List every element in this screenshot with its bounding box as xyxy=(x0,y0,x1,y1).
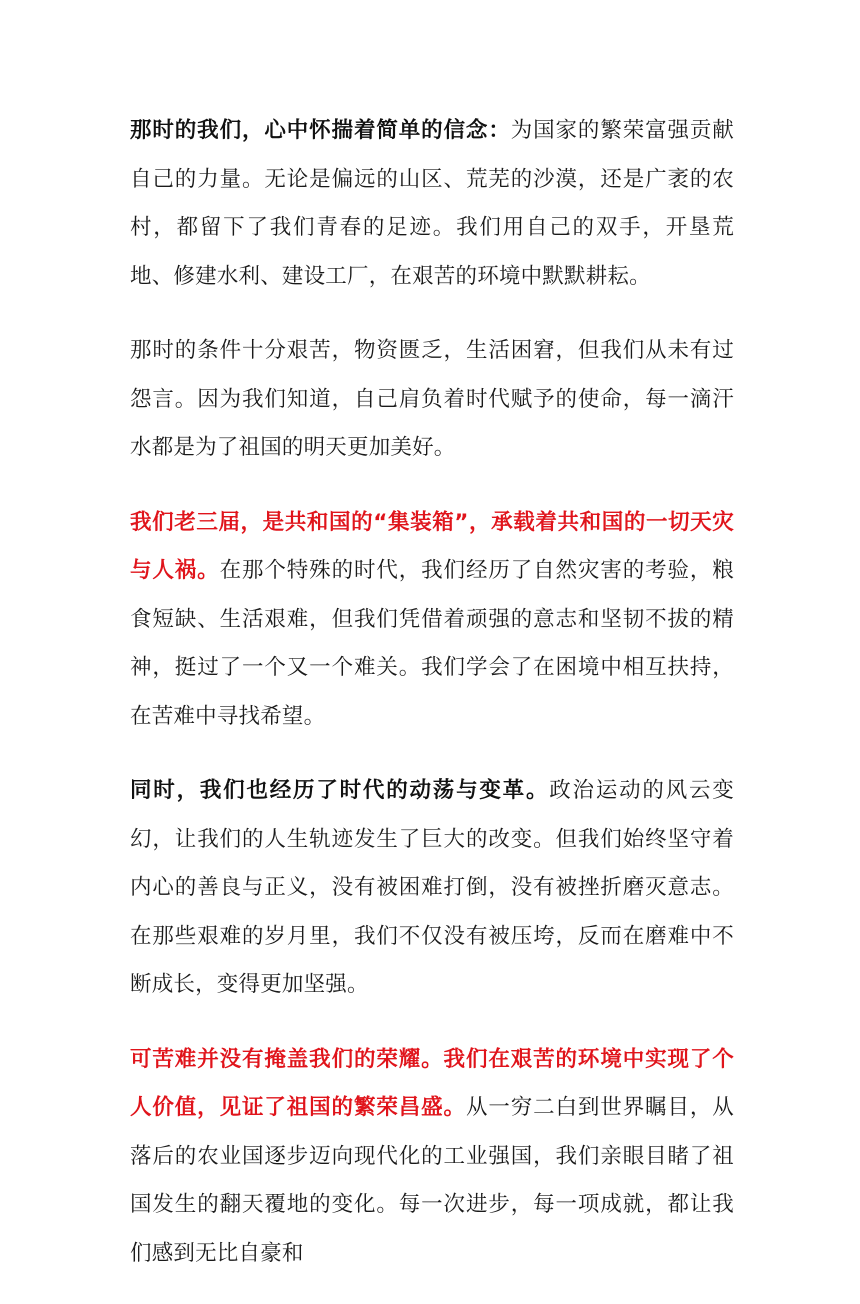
paragraph-5-text: 从一穷二白到世界瞩目，从落后的农业国逐步迈向现代化的工业强国，我们亲眼目睹了祖国发生的翻天覆地的变化。每一次进步，每一项成就，都让我们感到无比自豪和 xyxy=(130,1095,734,1266)
paragraph-3-lead: 我们老三届，是共和国的“集装箱”，承载着共和国的一切天灾与人祸。 xyxy=(130,509,734,583)
paragraph-2-text: 那时的条件十分艰苦，物资匮乏，生活困窘，但我们从未有过怨言。因为我们知道，自己肩负着时代赋予的使命，每一滴汗水都是为了祖国的明天更加美好。 xyxy=(130,338,734,460)
paragraph-1-text: 为国家的繁荣富强贡献自己的力量。无论是偏远的山区、荒芜的沙漠，还是广袤的农村，都留下了我们青春的足迹。我们用自己的双手，开垦荒地、修建水利、建设工厂，在艰苦的环境中默默耕耘。 xyxy=(130,118,734,289)
paragraph-5-lead: 可苦难并没有掩盖我们的荣耀。我们在艰苦的环境中实现了个人价值，见证了祖国的繁荣昌盛。 xyxy=(130,1046,734,1120)
paragraph-3 xyxy=(130,499,734,742)
paragraph-1-lead: 那时的我们，心中怀揣着简单的信念： xyxy=(130,118,511,143)
paragraph-3-text: 在那个特殊的时代，我们经历了自然灾害的考验，粮食短缺、生活艰难，但我们凭借着顽强的意志和坚韧不拔的精神，挺过了一个又一个难关。我们学会了在困境中相互扶持，在苦难中寻找希望。 xyxy=(130,558,734,729)
paragraph-4-lead: 同时，我们也经历了时代的动荡与变革。 xyxy=(130,778,550,803)
paragraph-4 xyxy=(130,767,734,1010)
paragraph-5 xyxy=(130,1036,734,1279)
paragraph-4-text: 政治运动的风云变幻，让我们的人生轨迹发生了巨大的改变。但我们始终坚守着内心的善良与正义，没有被困难打倒，没有被挫折磨灭意志。在那些艰难的岁月里，我们不仅没有被压垮，反而在磨难中不断成长，变得更加坚强。 xyxy=(130,778,734,997)
article-body xyxy=(130,107,734,1304)
paragraph-2 xyxy=(130,327,734,473)
paragraph-1 xyxy=(130,107,734,301)
